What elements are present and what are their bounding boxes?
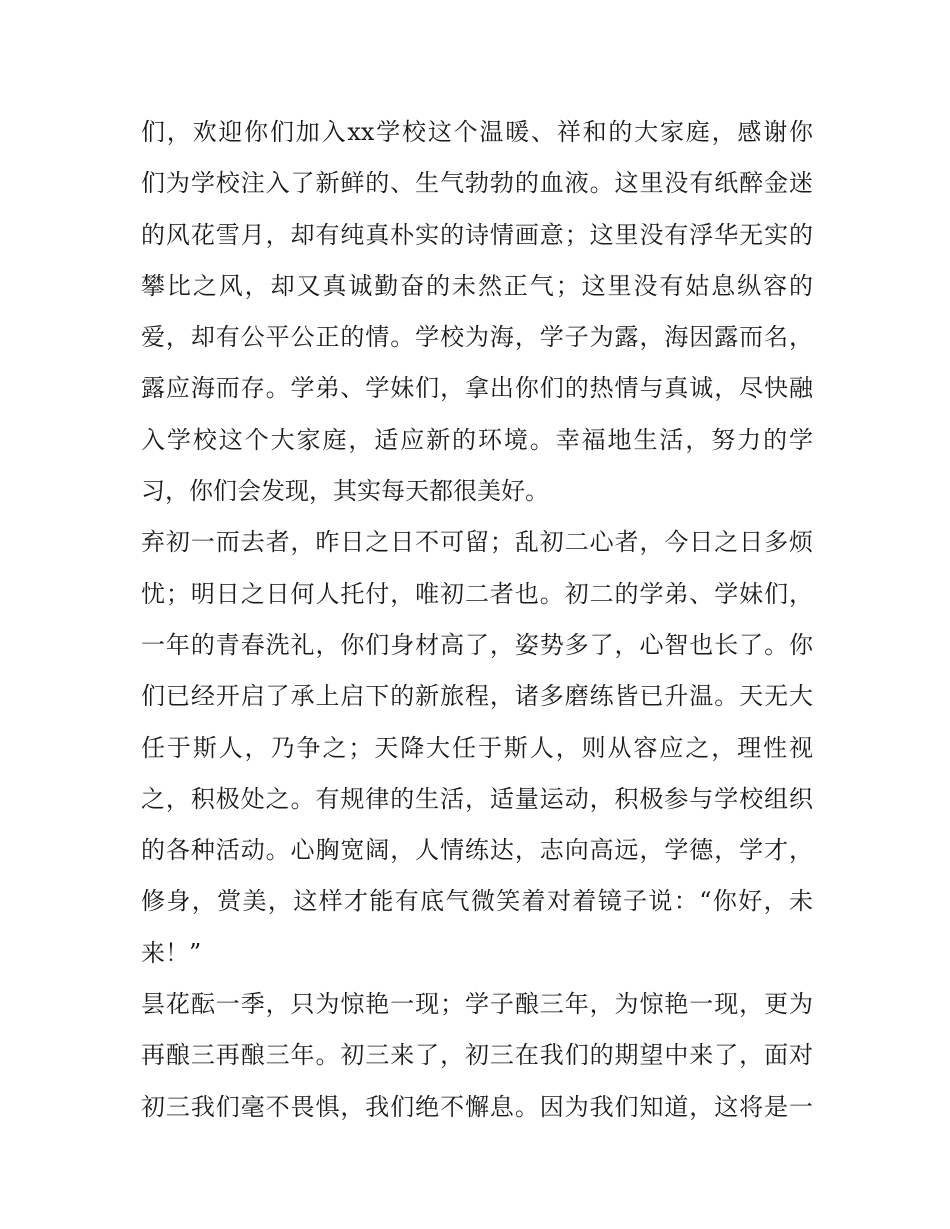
text-line: 来！”: [141, 938, 202, 967]
text-line: 们已经开启了承上启下的新旅程，诸多磨练皆已升温。天无大: [141, 682, 813, 711]
paragraph-2: [141, 517, 813, 979]
text-line: 弃初一而去者，昨日之日不可留；乱初二心者，今日之日多烦: [141, 528, 813, 557]
paragraph-1: [141, 107, 813, 517]
text-line: 入学校这个大家庭，适应新的环境。幸福地生活，努力的学: [141, 425, 813, 454]
text-line: 再酿三再酿三年。初三来了，初三在我们的期望中来了，面对: [141, 1041, 813, 1070]
text-line: 忧；明日之日何人托付，唯初二者也。初二的学弟、学妹们，: [141, 579, 813, 608]
text-line: 之，积极处之。有规律的生活，适量运动，积极参与学校组织: [141, 784, 813, 813]
text-line: 习，你们会发现，其实每天都很美好。: [141, 477, 549, 506]
text-line: 爱，却有公平公正的情。学校为海，学子为露，海因露而名，: [141, 323, 813, 352]
text-line: 攀比之风，却又真诚勤奋的未然正气；这里没有姑息纵容的: [141, 271, 813, 300]
text-line: 露应海而存。学弟、学妹们，拿出你们的热情与真诚，尽快融: [141, 374, 813, 403]
text-line: 一年的青春洗礼，你们身材高了，姿势多了，心智也长了。你: [141, 630, 813, 659]
text-line: 们，欢迎你们加入xx学校这个温暖、祥和的大家庭，感谢你: [141, 118, 813, 146]
text-line: 初三我们毫不畏惧，我们绝不懈息。因为我们知道，这将是一: [141, 1092, 813, 1121]
text-line: 昙花酝一季，只为惊艳一现；学子酿三年，为惊艳一现，更为: [141, 990, 813, 1019]
document-body: [141, 107, 813, 1133]
text-line: 的风花雪月，却有纯真朴实的诗情画意；这里没有浮华无实的: [141, 220, 813, 249]
text-line: 修身，赏美，这样才能有底气微笑着对着镜子说：“你好，未: [141, 887, 813, 916]
text-line: 的各种活动。心胸宽阔，人情练达，志向高远，学德，学才，: [141, 836, 813, 865]
paragraph-3: [141, 979, 813, 1133]
text-line: 任于斯人，乃争之；天降大任于斯人，则从容应之，理性视: [141, 733, 813, 762]
text-line: 们为学校注入了新鲜的、生气勃勃的血液。这里没有纸醉金迷: [141, 169, 813, 198]
